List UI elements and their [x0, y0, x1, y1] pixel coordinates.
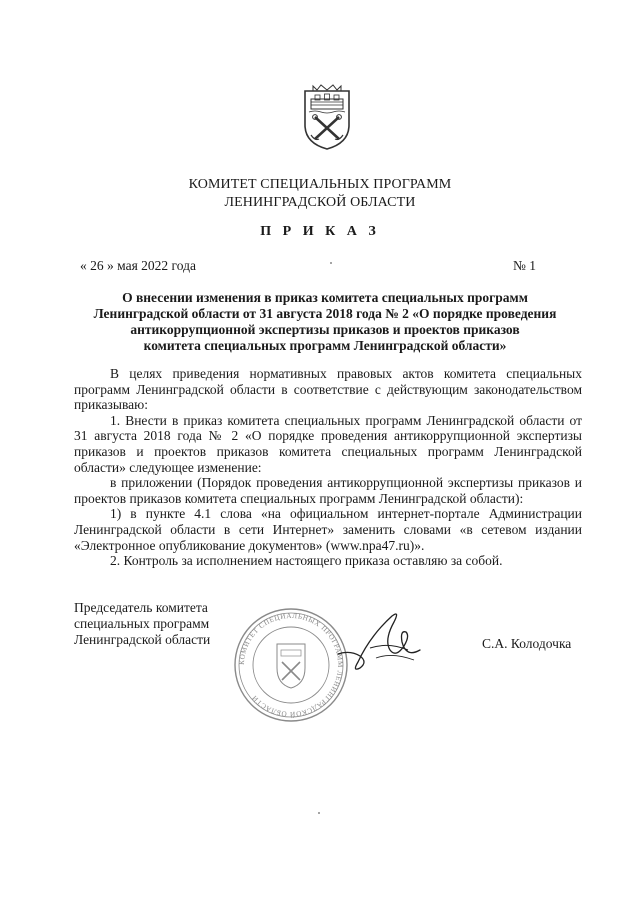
body-paragraph-preamble: В целях приведения нормативных правовых актов комитета специальных программ Ленинградской области в соответствие с действующим законодательством приказываю:	[74, 366, 582, 413]
document-date: « 26 » мая 2022 года	[80, 258, 196, 273]
document-number: № 1	[513, 258, 537, 273]
body-paragraph-item-2: 2. Контроль за исполнением настоящего приказа оставляю за собой.	[110, 553, 503, 569]
document-type: П Р И К А З	[260, 224, 380, 239]
heading-line-3: антикоррупционной экспертизы приказов и проектов приказов	[130, 322, 520, 337]
document-heading	[60, 290, 590, 354]
signatory-title-line-3: Ленинградской области	[74, 632, 211, 647]
scan-speck	[330, 262, 332, 264]
document-body	[74, 366, 582, 569]
committee-name	[0, 176, 640, 212]
signatory-name: С.А. Колодочка	[482, 636, 572, 651]
signatory-title-line-1: Председатель комитета	[74, 600, 208, 615]
signatory-title-line-2: специальных программ	[74, 616, 210, 631]
scan-speck	[318, 812, 320, 814]
body-paragraph-appendix: в приложении (Порядок проведения антикоррупционной экспертизы приказов и проектов приказов комитета специальных программ Ленинградской области):	[74, 475, 582, 506]
heading-line-1: О внесении изменения в приказ комитета специальных программ	[122, 290, 528, 305]
signatory-title	[74, 600, 254, 648]
heading-line-4: комитета специальных программ Ленинградской области»	[143, 338, 507, 353]
stamp-emblem-icon	[277, 644, 305, 688]
committee-line-1: КОМИТЕТ СПЕЦИАЛЬНЫХ ПРОГРАММ	[188, 177, 452, 192]
heading-line-2: Ленинградской области от 31 августа 2018 года № 2 «О порядке проведения	[93, 306, 557, 321]
coat-of-arms-emblem	[301, 83, 353, 151]
body-paragraph-item-1: 1. Внести в приказ комитета специальных программ Ленинградской области от 31 августа 2018 года № 2 «О порядке проведения антикоррупционной экспертизы приказов и проектов приказов комитета специальных программ Ленинградской области» следующее изменение:	[74, 412, 582, 475]
committee-line-2: ЛЕНИНГРАДСКОЙ ОБЛАСТИ	[224, 195, 416, 210]
body-paragraph-subitem-1: 1) в пункте 4.1 слова «на официальном интернет-портале Администрации Ленинградской области в сети Интернет» заменить словами «в сетевом издании «Электронное опубликование документов» (www.npa47.ru)».	[74, 506, 582, 553]
handwritten-signature	[330, 606, 430, 676]
stamp-text: КОМИТЕТ СПЕЦИАЛЬНЫХ ПРОГРАММ ЛЕНИНГРАДСКОЙ ОБЛАСТИ	[237, 611, 345, 719]
